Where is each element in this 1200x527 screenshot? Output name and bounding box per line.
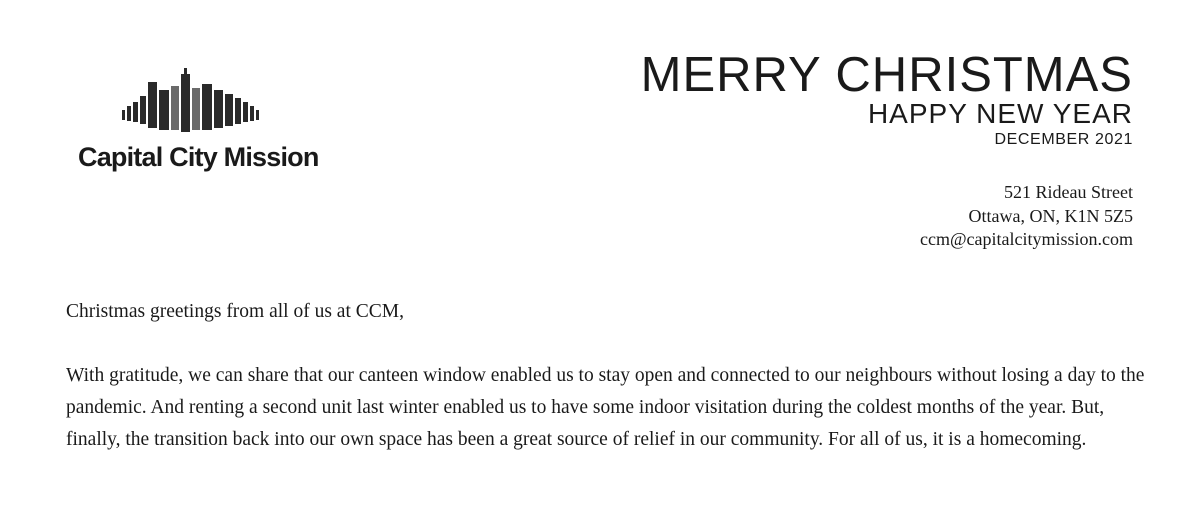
- address-email: ccm@capitalcitymission.com: [919, 229, 1133, 249]
- address-street: 521 Rideau Street: [1004, 182, 1133, 202]
- header-title: MERRY CHRISTMAS: [640, 48, 1133, 102]
- letter-greeting: Christmas greetings from all of us at CCM,: [66, 301, 404, 322]
- city-skyline-icon: [120, 68, 280, 138]
- address-city: Ottawa, ON, K1N 5Z5: [968, 205, 1133, 226]
- address-block: [920, 181, 1133, 252]
- header-subtitle: HAPPY NEW YEAR: [867, 98, 1133, 129]
- header-date: DECEMBER 2021: [994, 131, 1133, 148]
- letter-paragraph: With gratitude, we can share that our canteen window enabled us to stay open and connected to our neighbours without losing a day to the pandemic. And renting a second unit last winter enabled us to have some indoor visitation during the coldest months of the year. But, finally, the transition back into our own space has been a great source of relief in our community. For all of us, it is a homecoming.: [66, 365, 1145, 450]
- letter-body: [66, 296, 1146, 456]
- greeting-header: [641, 50, 1133, 150]
- organization-name: Capital City Mission: [78, 142, 319, 172]
- logo: [72, 68, 322, 178]
